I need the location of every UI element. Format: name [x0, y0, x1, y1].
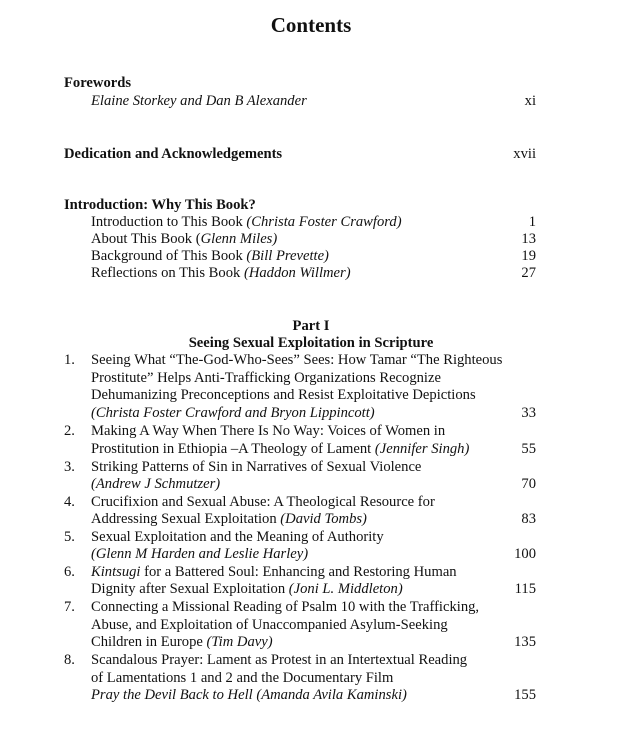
chapter-title-line: Scandalous Prayer: Lament as Protest in an Intertextual Reading: [91, 652, 468, 668]
chapter-page: 100: [514, 546, 536, 562]
chapter-title-line: Dignity after Sexual Exploitation: [91, 581, 289, 597]
chapter-title-line: for a Battered Soul: Enhancing and Restoring Human: [140, 564, 457, 580]
intro-entry: [0, 214, 622, 231]
chapter-author: (Andrew J Schmutzer): [91, 476, 221, 492]
chapter-author: (Glenn M Harden and Leslie Harley): [91, 546, 309, 562]
chapter-author: (Joni L. Middleton): [288, 581, 403, 597]
chapter-title-line: Sexual Exploitation and the Meaning of Authority: [91, 529, 384, 545]
chapter-title-line: Prostitute” Helps Anti-Trafficking Organizations Recognize: [91, 370, 441, 386]
chapter-title-line: of Lamentations 1 and 2 and the Documentary Film: [91, 670, 394, 686]
intro-entry: [0, 248, 622, 265]
chapter-title-line: Prostitution in Ethiopia –A Theology of Lament: [91, 441, 375, 457]
chapter-page: 83: [521, 511, 536, 527]
chapter-page: 55: [521, 441, 536, 457]
chapter-title-line: Crucifixion and Sexual Abuse: A Theological Resource for: [91, 494, 435, 510]
intro-entry-page: 19: [521, 248, 536, 264]
page-title: Contents: [270, 13, 352, 37]
chapter-title-line: Connecting a Missional Reading of Psalm 10 with the Trafficking,: [91, 599, 480, 615]
intro-entry-page: 27: [521, 265, 536, 281]
chapter-author: Pray the Devil Back to Hell (Amanda Avila Kaminski): [91, 687, 407, 703]
intro-entry-title: Introduction to This Book: [91, 214, 247, 230]
chapter-author: (Tim Davy): [206, 634, 273, 650]
intro-entry-title: Reflections on This Book: [91, 265, 244, 281]
intro-entry: [0, 265, 622, 282]
part-label: Part I: [292, 318, 330, 334]
chapter-number: 3.: [64, 459, 75, 475]
chapter-page: 70: [521, 476, 536, 492]
intro-entry-author: (Haddon Willmer): [243, 265, 351, 281]
chapter-title-line: Abuse, and Exploitation of Unaccompanied Asylum-Seeking: [91, 617, 448, 633]
chapter-title-line: Making A Way When There Is No Way: Voices of Women in: [91, 423, 446, 439]
chapter-number: 6.: [64, 564, 75, 580]
intro-entry-page: 1: [528, 214, 536, 230]
intro-entry: [0, 231, 622, 248]
part-title: Seeing Sexual Exploitation in Scripture: [188, 335, 434, 351]
dedication-page: xvii: [513, 146, 536, 162]
intro-entry-title: Background of This Book: [91, 248, 247, 264]
chapter-page: 135: [514, 634, 536, 650]
intro-entry-author: Glenn Miles): [200, 231, 278, 247]
chapter-title-line: Striking Patterns of Sin in Narratives of Sexual Violence: [91, 459, 422, 475]
forewords-authors: Elaine Storkey and Dan B Alexander: [91, 93, 307, 109]
chapter-number: 4.: [64, 494, 75, 510]
chapter-page: 115: [514, 581, 536, 597]
chapter-title-line: Addressing Sexual Exploitation: [91, 511, 281, 527]
chapter-title-line: Children in Europe: [91, 634, 207, 650]
forewords-heading: Forewords: [64, 75, 132, 91]
chapter-title-line: Dehumanizing Preconceptions and Resist Exploitative Depictions: [91, 387, 476, 403]
chapter-title-italic: Kintsugi: [91, 564, 141, 580]
chapter-author: (Jennifer Singh): [374, 441, 470, 457]
intro-entry-page: 13: [521, 231, 536, 247]
chapter-number: 8.: [64, 652, 75, 668]
intro-entry-author: (Christa Foster Crawford): [246, 214, 402, 230]
intro-entry-title: About This Book (: [91, 231, 201, 247]
chapter-page: 155: [514, 687, 536, 703]
dedication-heading: Dedication and Acknowledgements: [64, 146, 283, 162]
chapter-author: (David Tombs): [280, 511, 367, 527]
chapter-author: (Christa Foster Crawford and Bryon Lippincott): [91, 405, 375, 421]
intro-entry-author: (Bill Prevette): [246, 248, 329, 264]
chapter-number: 5.: [64, 529, 75, 545]
chapter-number: 7.: [64, 599, 75, 615]
forewords-page: xi: [524, 93, 536, 109]
chapter-number: 1.: [64, 352, 75, 368]
forewords-entry: [0, 93, 622, 110]
introduction-heading: Introduction: Why This Book?: [64, 197, 256, 213]
chapter-number: 2.: [64, 423, 75, 439]
chapter-page: 33: [521, 405, 536, 421]
chapter-title-line: Seeing What “The-God-Who-Sees” Sees: How Tamar “The Righteous: [91, 352, 503, 368]
